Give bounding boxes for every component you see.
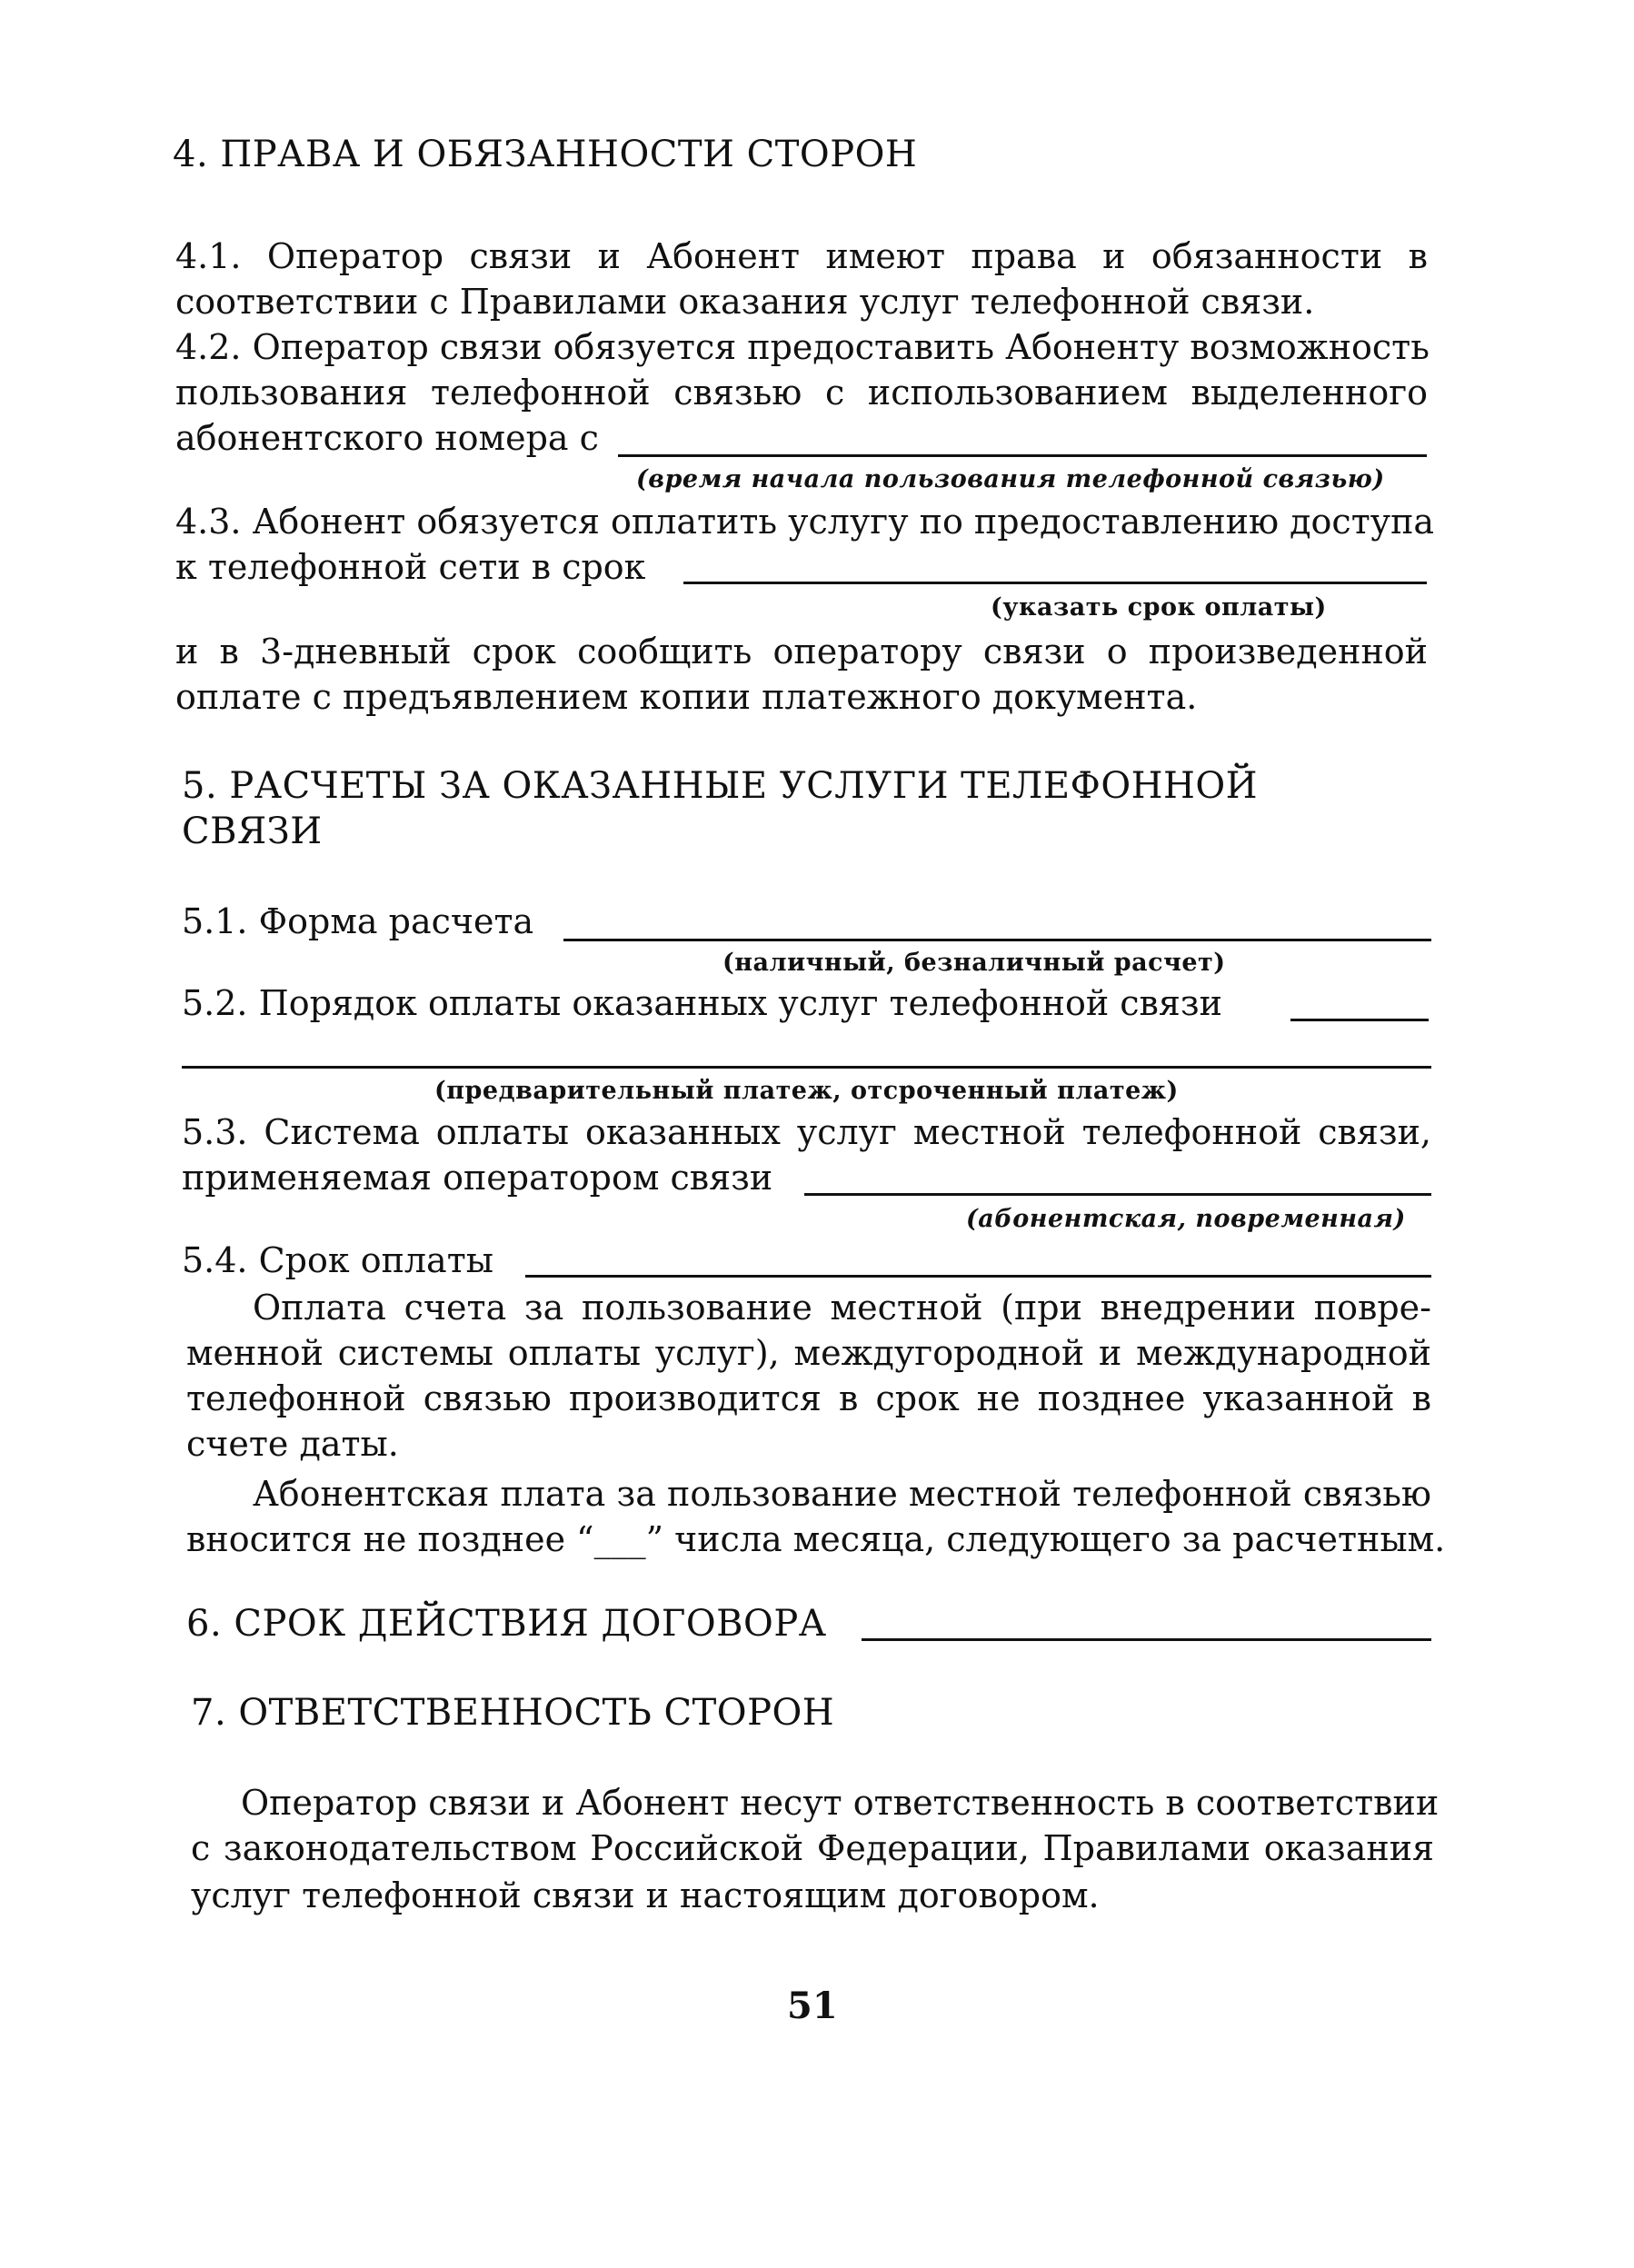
clause-5-4: 5.4. Срок оплаты xyxy=(182,1240,493,1280)
section-7-line-2: с законодательством Российской Федерации, Правилами оказания xyxy=(191,1828,1434,1868)
paragraph-1-line-1: Оплата счета за пользование местной (при внедрении повре- xyxy=(253,1288,1431,1328)
clause-4-3-line-1: 4.3. Абонент обязуется оплатить услугу по предоставлению доступа xyxy=(175,502,1435,542)
page-number: 51 xyxy=(787,1984,838,2027)
payment-deadline-blank[interactable] xyxy=(525,1275,1431,1278)
section-5-heading-line-1: 5. РАСЧЕТЫ ЗА ОКАЗАННЫЕ УСЛУГИ ТЕЛЕФОННОЙ xyxy=(182,765,1259,807)
clause-4-2-line-2: пользования телефонной связью с использованием выделенного xyxy=(175,373,1428,413)
payment-system-blank[interactable] xyxy=(804,1193,1431,1196)
paragraph-2-line-1: Абонентская плата за пользование местной телефонной связью xyxy=(253,1474,1431,1514)
section-7-heading: 7. ОТВЕТСТВЕННОСТЬ СТОРОН xyxy=(191,1692,835,1734)
section-6-heading: 6. СРОК ДЕЙСТВИЯ ДОГОВОРА xyxy=(186,1603,827,1645)
payment-procedure-caption: (предварительный платеж, отсроченный платеж) xyxy=(434,1077,1179,1105)
section-4-heading: 4. ПРАВА И ОБЯЗАННОСТИ СТОРОН xyxy=(173,134,918,175)
payment-procedure-blank-2[interactable] xyxy=(182,1066,1431,1069)
payment-term-blank[interactable] xyxy=(683,582,1427,584)
contract-term-blank[interactable] xyxy=(862,1638,1431,1641)
clause-4-1-line-1: 4.1. Оператор связи и Абонент имеют права и обязанности в xyxy=(175,236,1428,276)
clause-5-3-line-1: 5.3. Система оплаты оказанных услуг местной телефонной связи, xyxy=(182,1112,1431,1152)
clause-5-1: 5.1. Форма расчета xyxy=(182,901,534,941)
paragraph-1-line-3: телефонной связью производится в срок не позднее указанной в xyxy=(186,1378,1431,1418)
clause-5-2: 5.2. Порядок оплаты оказанных услуг телефонной связи xyxy=(182,983,1222,1023)
paragraph-2-line-2: вносится не позднее “___” числа месяца, следующего за расчетным. xyxy=(186,1519,1446,1559)
start-time-blank[interactable] xyxy=(618,454,1427,457)
payment-procedure-blank-1[interactable] xyxy=(1290,1019,1429,1021)
clause-4-3-line-3: и в 3-дневный срок сообщить оператору связи о произведенной xyxy=(175,632,1428,671)
payment-form-caption: (наличный, безналичный расчет) xyxy=(722,949,1226,977)
clause-4-2-line-3: абонентского номера с xyxy=(175,418,599,458)
clause-4-3-line-2: к телефонной сети в срок xyxy=(175,547,646,587)
clause-5-3-line-2: применяемая оператором связи xyxy=(182,1158,773,1198)
paragraph-1-line-2: менной системы оплаты услуг), междугородной и международной xyxy=(186,1333,1431,1373)
section-7-line-3: услуг телефонной связи и настоящим договором. xyxy=(191,1875,1100,1915)
start-time-caption: (время начала пользования телефонной связью) xyxy=(636,465,1385,493)
payment-term-caption: (указать срок оплаты) xyxy=(991,593,1327,622)
section-7-line-1: Оператор связи и Абонент несут ответственность в соответствии xyxy=(241,1783,1440,1823)
payment-system-caption: (абонентская, повременная) xyxy=(966,1205,1406,1233)
clause-4-2-line-1: 4.2. Оператор связи обязуется предоставить Абоненту возможность xyxy=(175,327,1430,367)
clause-4-1-line-2: соответствии с Правилами оказания услуг телефонной связи. xyxy=(175,282,1315,322)
payment-form-blank[interactable] xyxy=(563,939,1431,941)
paragraph-1-line-4: счете даты. xyxy=(186,1424,399,1464)
clause-4-3-line-4: оплате с предъявлением копии платежного документа. xyxy=(175,677,1198,717)
section-5-heading-line-2: СВЯЗИ xyxy=(182,811,323,852)
